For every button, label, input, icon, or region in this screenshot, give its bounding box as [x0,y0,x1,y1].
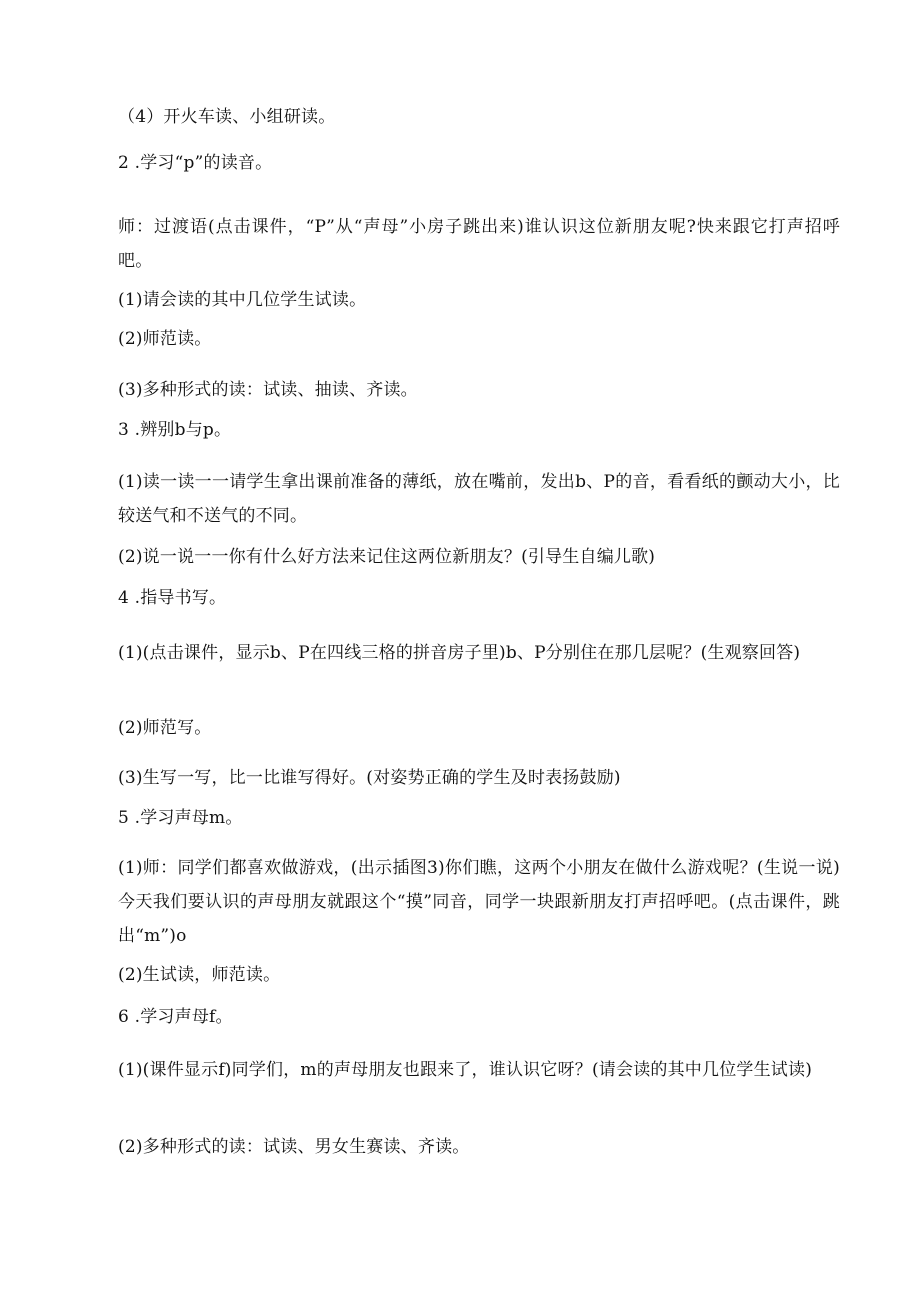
paragraph-f-1: (1)(课件显示f)同学们，m的声母朋友也跟来了，谁认识它呀？(请会读的其中几位学生试读) [118,1060,813,1080]
heading-distinguish-b-p: 3 .辨别b与p。 [118,420,232,440]
paragraph-distinguish-2: (2)说一说一一你有什么好方法来记住这两位新朋友？(引导生自编儿歌) [118,547,656,567]
paragraph-m-1: (1)师：同学们都喜欢做游戏，(出示插图3)你们瞧，这两个小朋友在做什么游戏呢？(生说一说)今天我们要认识的声母朋友就跟这个“摸”同音，同学一块跟新朋友打声招呼吧。(点击课件，跳出“m”)o [118,858,840,946]
paragraph-f-2: (2)多种形式的读：试读、男女生赛读、齐读。 [118,1137,470,1157]
heading-learn-m: 5 .学习声母m。 [118,808,243,828]
heading-learn-f: 6 .学习声母f。 [118,1007,233,1027]
paragraph-p-1: (1)请会读的其中几位学生试读。 [118,290,367,310]
heading-learn-p: 2 .学习“p”的读音。 [118,153,273,173]
paragraph-step-4: （4）开火车读、小组研读。 [118,107,336,127]
heading-writing-guide: 4 .指导书写。 [118,588,227,608]
paragraph-writing-3: (3)生写一写，比一比谁写得好。(对姿势正确的学生及时表扬鼓励) [118,768,621,788]
paragraph-m-2: (2)生试读，师范读。 [118,965,281,985]
paragraph-writing-1: (1)(点击课件，显示b、P在四线三格的拼音房子里)b、P分别住在那几层呢？(生观察回答) [118,643,801,663]
paragraph-p-3: (3)多种形式的读：试读、抽读、齐读。 [118,380,418,400]
paragraph-p-2: (2)师范读。 [118,329,212,349]
paragraph-writing-2: (2)师范写。 [118,718,212,738]
paragraph-teacher-transition: 师：过渡语(点击课件，“P”从“声母”小房子跳出来)谁认识这位新朋友呢?快来跟它打声招呼吧。 [118,217,840,271]
paragraph-distinguish-1: (1)读一读一一请学生拿出课前准备的薄纸，放在嘴前，发出b、P的音，看看纸的颤动大小，比较送气和不送气的不同。 [118,472,840,526]
